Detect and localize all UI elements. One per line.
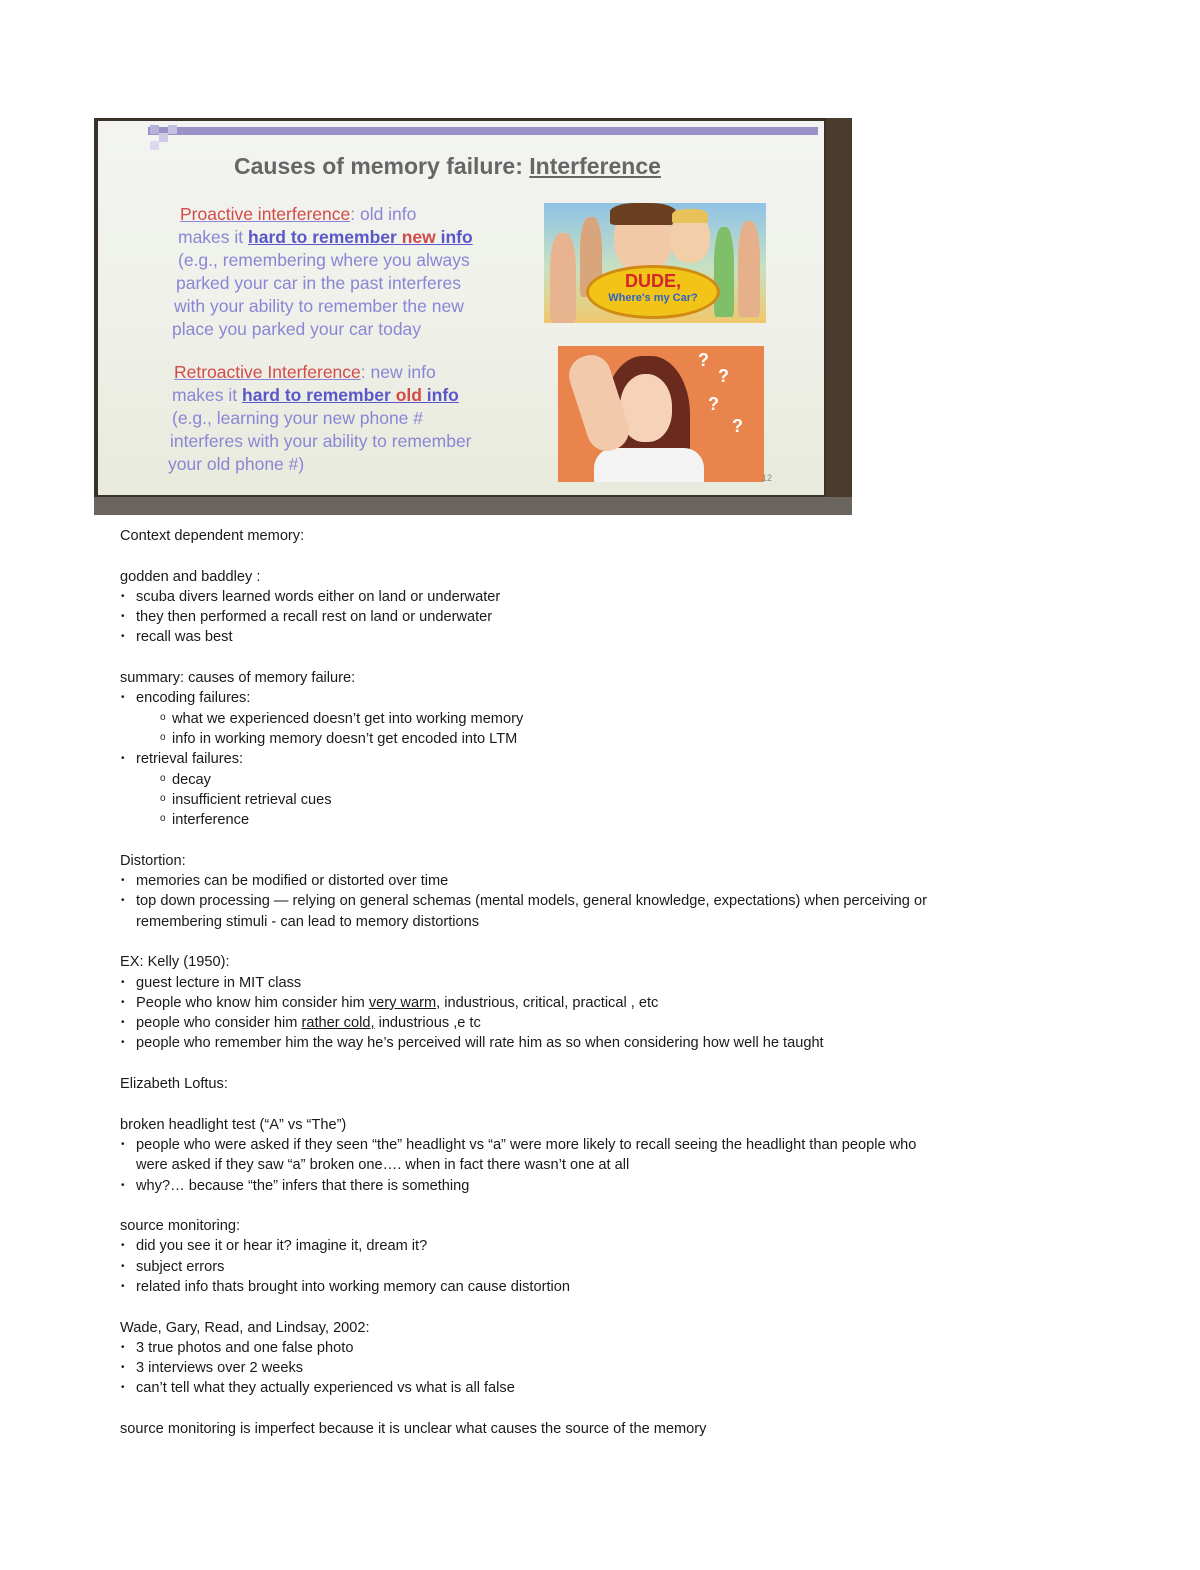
retroactive-term-rest: active Interference (216, 362, 361, 382)
sub-list-item: o info in working memory doesn’t get encoded into LTM (120, 729, 1080, 749)
list-item: • they then performed a recall rest on land or underwater (120, 607, 1080, 627)
wade-list (120, 1338, 1080, 1399)
poster-subtitle: Where's my Car? (608, 292, 698, 304)
proactive-emphasis-red: new (401, 227, 436, 247)
retroactive-paragraph (168, 361, 472, 476)
proactive-line: parked your car in the past interferes (176, 273, 462, 293)
proactive-line2-start: makes it (178, 227, 249, 247)
list-item (120, 891, 1080, 932)
list-item: • encoding failures: (120, 688, 1080, 708)
kelly-text: industrious ,e tc (374, 1015, 481, 1032)
list-item: • people who remember him the way he’s perceived will rate him as so when considering how well he taught (120, 1033, 1080, 1053)
photo-background (826, 118, 852, 515)
distortion-list (120, 871, 1080, 932)
retroactive-line: interferes with your ability to remember (170, 431, 472, 451)
question-mark-icon: ? (708, 394, 719, 414)
list-item: • why?… because “the” infers that there is something (120, 1176, 1080, 1196)
slide (98, 121, 824, 495)
question-mark-icon: ? (732, 416, 743, 436)
kelly-list (120, 973, 1080, 1054)
list-item: • can’t tell what they actually experienced vs what is all false (120, 1378, 1080, 1398)
proactive-emphasis-text: hard to remember (248, 227, 402, 247)
loftus-heading: Elizabeth Loftus: (120, 1076, 228, 1093)
poster-figure (550, 233, 576, 323)
slide-title (234, 153, 661, 180)
poster-hair (610, 203, 676, 225)
proactive-term-rest: active interference (207, 204, 351, 224)
retroactive-emphasis-end: info (421, 385, 459, 405)
poster-figure (714, 227, 734, 317)
list-item: • subject errors (120, 1257, 1080, 1277)
list-item: • guest lecture in MIT class (120, 973, 1080, 993)
retroactive-line2-start: makes it (172, 385, 243, 405)
list-item (120, 1135, 1080, 1176)
slide-decor-square (150, 141, 159, 150)
godden-heading: godden and baddley : (120, 568, 261, 585)
retroactive-term (174, 362, 361, 382)
question-mark-icon: ? (698, 350, 709, 370)
sub-list-item: o decay (120, 770, 1080, 790)
slide-decor-square (150, 125, 159, 134)
summary-list (120, 688, 1080, 830)
proactive-lead: : old info (350, 204, 417, 224)
woman-shirt (594, 448, 704, 482)
source-list (120, 1236, 1080, 1297)
retroactive-emphasis (242, 385, 459, 405)
kelly-heading: EX: Kelly (1950): (120, 954, 230, 971)
proactive-line: place you parked your car today (172, 319, 422, 339)
conclusion: source monitoring is imperfect because it is unclear what causes the source of the memory (120, 1421, 707, 1438)
retroactive-emphasis-red: old (395, 385, 422, 405)
list-item: • related info thats brought into working memory can cause distortion (120, 1277, 1080, 1297)
kelly-underlined: very warm, (368, 994, 441, 1011)
poster-logo (586, 265, 720, 319)
distortion-heading: Distortion: (120, 852, 186, 869)
list-item: • 3 interviews over 2 weeks (120, 1358, 1080, 1378)
slide-header-bar (148, 127, 818, 135)
list-item-line: were asked if they saw “a” broken one…. when in fact there wasn’t one at all (136, 1157, 630, 1174)
list-item (120, 1013, 1080, 1033)
list-item: • scuba divers learned words either on land or underwater (120, 587, 1080, 607)
context-heading: Context dependent memory: (120, 528, 305, 544)
confused-woman-image (558, 346, 764, 482)
list-item-line: people who were asked if they seen “the” headlight vs “a” were more likely to recall seeing the headlight than people who (136, 1136, 917, 1153)
list-item: • memories can be modified or distorted over time (120, 871, 1080, 891)
kelly-underlined: rather cold, (301, 1015, 375, 1032)
sub-list-item: o interference (120, 810, 1080, 830)
poster-title: DUDE, (624, 271, 681, 291)
movie-poster-image (544, 203, 766, 323)
retroactive-term-prefix: Retro (174, 362, 217, 382)
proactive-term (180, 204, 350, 224)
list-item (120, 993, 1080, 1013)
retroactive-emphasis-text: hard to remember (242, 385, 396, 405)
sub-list-item: o insufficient retrieval cues (120, 790, 1080, 810)
proactive-line: (e.g., remembering where you always (178, 250, 470, 270)
list-item: • recall was best (120, 627, 1080, 647)
headlight-list (120, 1135, 1080, 1196)
summary-heading: summary: causes of memory failure: (120, 670, 356, 687)
poster-hair (672, 209, 708, 223)
proactive-paragraph (172, 203, 473, 341)
kelly-text: people who consider him (136, 1015, 302, 1032)
sub-list-item: o what we experienced doesn’t get into working memory (120, 709, 1080, 729)
photo-floor (94, 497, 852, 515)
godden-list (120, 587, 1080, 648)
question-mark-icon: ? (718, 366, 729, 386)
headlight-heading: broken headlight test (“A” vs “The”) (120, 1116, 347, 1133)
proactive-line: with your ability to remember the new (174, 296, 464, 316)
list-item-line: remembering stimuli - can lead to memory distortions (136, 913, 480, 930)
lecture-notes (120, 526, 1080, 1439)
list-item: • did you see it or hear it? imagine it, dream it? (120, 1236, 1080, 1256)
retroactive-line: (e.g., learning your new phone # (172, 408, 423, 428)
proactive-emphasis (248, 227, 473, 247)
slide-decor-square (159, 133, 168, 142)
list-item-line: top down processing — relying on general schemas (mental models, general knowledge, expectations) when perceiving or (136, 893, 927, 910)
kelly-text: industrious, critical, practical , etc (440, 994, 659, 1011)
proactive-term-prefix: Pro (180, 204, 208, 224)
proactive-emphasis-end: info (435, 227, 473, 247)
list-item: • 3 true photos and one false photo (120, 1338, 1080, 1358)
list-item: • retrieval failures: (120, 749, 1080, 769)
lecture-slide-photo (94, 118, 852, 515)
retroactive-lead: : new info (360, 362, 436, 382)
retroactive-line: your old phone #) (168, 454, 305, 474)
slide-decor-square (168, 125, 177, 134)
poster-figure (738, 221, 760, 317)
slide-title-prefix: Causes of memory failure: (234, 153, 530, 179)
source-heading: source monitoring: (120, 1218, 241, 1235)
kelly-text: People who know him consider him (136, 994, 369, 1011)
slide-title-underlined: Interference (529, 153, 661, 179)
wade-heading: Wade, Gary, Read, and Lindsay, 2002: (120, 1319, 370, 1336)
slide-number: 12 (761, 473, 772, 483)
